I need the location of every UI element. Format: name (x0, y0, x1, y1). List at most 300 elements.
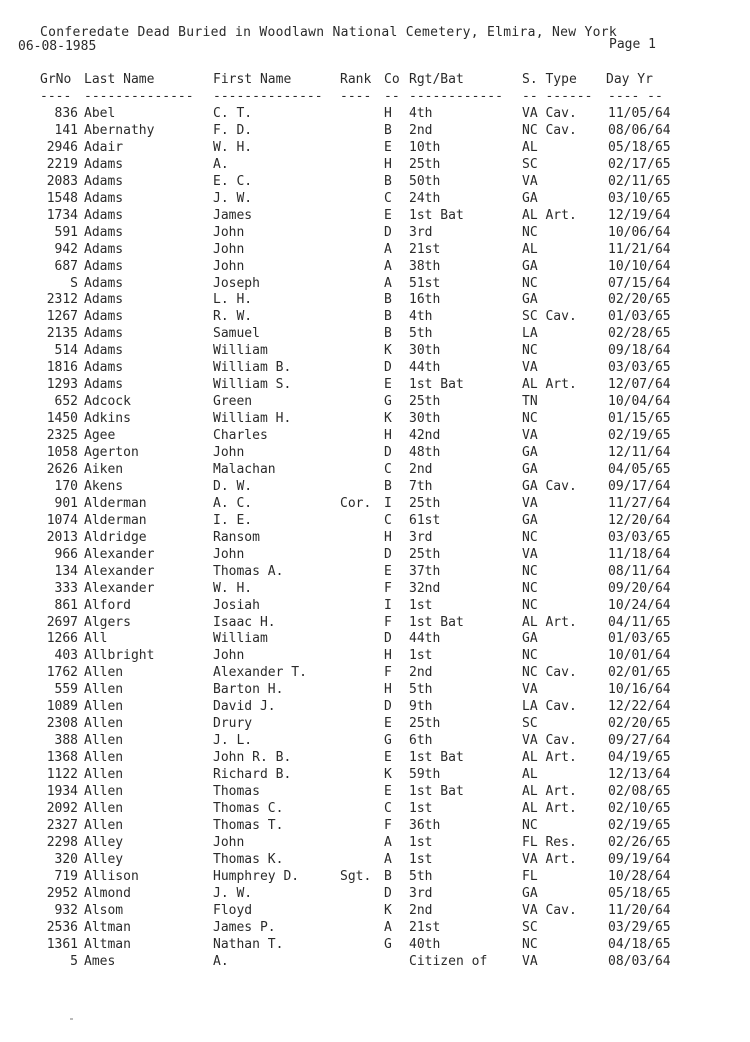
cell-last-name: Adair (84, 140, 124, 155)
cell-first-name: William (213, 631, 268, 646)
rule-grno: ---- (40, 89, 72, 104)
cell-state-type: VA (522, 174, 538, 189)
cell-regiment: 32nd (409, 581, 441, 596)
cell-last-name: Akens (84, 479, 124, 494)
cell-grno: 861 (54, 598, 78, 613)
cell-last-name: Abernathy (84, 123, 155, 138)
cell-company: B (384, 292, 392, 307)
cell-grno: 2312 (46, 292, 78, 307)
cell-regiment: 40th (409, 937, 441, 952)
cell-regiment: 1st (409, 598, 433, 613)
cell-grno: 333 (54, 581, 78, 596)
cell-date: 09/27/64 (608, 733, 671, 748)
cell-state-type: NC Cav. (522, 123, 577, 138)
cell-regiment: 1st Bat (409, 208, 464, 223)
cell-first-name: William S. (213, 377, 292, 392)
cell-date: 10/10/64 (608, 259, 671, 274)
cell-regiment: 25th (409, 394, 441, 409)
table-row (0, 767, 750, 784)
cell-first-name: L. H. (213, 292, 253, 307)
table-row (0, 937, 750, 954)
cell-state-type: VA Cav. (522, 106, 577, 121)
cell-company: B (384, 869, 392, 884)
cell-last-name: Altman (84, 937, 131, 952)
cell-state-type: NC (522, 818, 538, 833)
cell-company: A (384, 835, 392, 850)
cell-company: D (384, 547, 392, 562)
cell-company: A (384, 242, 392, 257)
table-row (0, 208, 750, 225)
cell-last-name: Alsom (84, 903, 124, 918)
cell-company: E (384, 140, 392, 155)
cell-company: E (384, 377, 392, 392)
cell-company: I (384, 496, 392, 511)
cell-first-name: William (213, 343, 268, 358)
cell-regiment: 61st (409, 513, 441, 528)
table-row (0, 784, 750, 801)
table-row (0, 920, 750, 937)
cell-last-name: Adams (84, 174, 124, 189)
cell-company: F (384, 818, 392, 833)
cell-regiment: 48th (409, 445, 441, 460)
table-row (0, 835, 750, 852)
cell-regiment: 25th (409, 496, 441, 511)
cell-grno: 1122 (46, 767, 78, 782)
table-row (0, 733, 750, 750)
cell-last-name: Adams (84, 343, 124, 358)
cell-grno: 1934 (46, 784, 78, 799)
cell-date: 05/18/65 (608, 140, 671, 155)
cell-last-name: Allen (84, 767, 124, 782)
table-row (0, 106, 750, 123)
cell-state-type: AL Art. (522, 801, 577, 816)
cell-first-name: Thomas (213, 784, 260, 799)
cell-date: 01/03/65 (608, 309, 671, 324)
cell-date: 12/20/64 (608, 513, 671, 528)
cell-last-name: Altman (84, 920, 131, 935)
cell-regiment: 42nd (409, 428, 441, 443)
cell-regiment: 30th (409, 411, 441, 426)
table-row (0, 326, 750, 343)
table-row (0, 411, 750, 428)
cell-last-name: Adams (84, 157, 124, 172)
cell-company: C (384, 462, 392, 477)
cell-grno: 514 (54, 343, 78, 358)
cell-first-name: David J. (213, 699, 276, 714)
cell-date: 04/18/65 (608, 937, 671, 952)
cell-first-name: Ransom (213, 530, 260, 545)
cell-grno: 1058 (46, 445, 78, 460)
cell-company: D (384, 225, 392, 240)
cell-last-name: Allen (84, 750, 124, 765)
cell-state-type: GA (522, 445, 538, 460)
cell-first-name: Charles (213, 428, 268, 443)
table-row (0, 818, 750, 835)
cell-grno: 1368 (46, 750, 78, 765)
cell-grno: 2946 (46, 140, 78, 155)
table-row (0, 496, 750, 513)
cell-last-name: Alexander (84, 547, 155, 562)
cell-company: C (384, 191, 392, 206)
cell-date: 10/16/64 (608, 682, 671, 697)
cell-grno: 2697 (46, 615, 78, 630)
cell-regiment: 1st (409, 835, 433, 850)
cell-state-type: LA Cav. (522, 699, 577, 714)
cell-first-name: F. D. (213, 123, 253, 138)
cell-regiment: Citizen of (409, 954, 488, 969)
cell-date: 02/28/65 (608, 326, 671, 341)
cell-grno: 1293 (46, 377, 78, 392)
table-row (0, 615, 750, 632)
cell-state-type: GA (522, 292, 538, 307)
cell-grno: 1450 (46, 411, 78, 426)
cell-last-name: All (84, 631, 108, 646)
cell-regiment: 36th (409, 818, 441, 833)
table-row (0, 564, 750, 581)
cell-first-name: William H. (213, 411, 292, 426)
cell-date: 12/19/64 (608, 208, 671, 223)
cell-grno: 719 (54, 869, 78, 884)
table-row (0, 309, 750, 326)
table-row (0, 869, 750, 886)
cell-date: 02/19/65 (608, 818, 671, 833)
cell-grno: 836 (54, 106, 78, 121)
cell-first-name: James P. (213, 920, 276, 935)
cell-company: F (384, 581, 392, 596)
cell-state-type: SC (522, 920, 538, 935)
cell-state-type: AL (522, 767, 538, 782)
cell-last-name: Adams (84, 326, 124, 341)
table-row (0, 276, 750, 293)
cell-state-type: NC (522, 648, 538, 663)
cell-regiment: 4th (409, 309, 433, 324)
cell-last-name: Almond (84, 886, 131, 901)
cell-last-name: Allen (84, 733, 124, 748)
cell-regiment: 44th (409, 631, 441, 646)
cell-grno: 403 (54, 648, 78, 663)
cell-first-name: Thomas T. (213, 818, 284, 833)
cell-first-name: I. E. (213, 513, 253, 528)
cell-first-name: J. W. (213, 191, 253, 206)
cell-date: 02/19/65 (608, 428, 671, 443)
cell-state-type: VA (522, 360, 538, 375)
cell-first-name: Nathan T. (213, 937, 284, 952)
table-row (0, 292, 750, 309)
cell-state-type: AL (522, 140, 538, 155)
cell-date: 10/24/64 (608, 598, 671, 613)
table-row (0, 445, 750, 462)
cell-first-name: Thomas A. (213, 564, 284, 579)
table-row (0, 750, 750, 767)
cell-last-name: Adams (84, 208, 124, 223)
cell-first-name: Thomas C. (213, 801, 284, 816)
header-state-type: S. Type (522, 72, 577, 87)
cell-grno: 2308 (46, 716, 78, 731)
cell-date: 10/06/64 (608, 225, 671, 240)
cell-grno: 2219 (46, 157, 78, 172)
cell-grno: 1266 (46, 631, 78, 646)
table-row (0, 428, 750, 445)
cell-company: D (384, 445, 392, 460)
cell-date: 03/03/65 (608, 530, 671, 545)
cell-state-type: NC (522, 937, 538, 952)
cell-last-name: Allen (84, 699, 124, 714)
cell-state-type: AL Art. (522, 784, 577, 799)
cell-state-type: GA (522, 513, 538, 528)
cell-company: B (384, 123, 392, 138)
cell-grno: 2325 (46, 428, 78, 443)
cell-date: 04/11/65 (608, 615, 671, 630)
cell-state-type: VA (522, 428, 538, 443)
cell-date: 02/26/65 (608, 835, 671, 850)
cell-last-name: Alderman (84, 496, 147, 511)
cell-company: A (384, 276, 392, 291)
cell-last-name: Adams (84, 292, 124, 307)
cell-date: 03/03/65 (608, 360, 671, 375)
cell-last-name: Alley (84, 852, 124, 867)
cell-regiment: 4th (409, 106, 433, 121)
cell-last-name: Aldridge (84, 530, 147, 545)
cell-regiment: 2nd (409, 462, 433, 477)
cell-regiment: 10th (409, 140, 441, 155)
cell-last-name: Adcock (84, 394, 131, 409)
cell-grno: 1267 (46, 309, 78, 324)
cell-grno: 591 (54, 225, 78, 240)
cell-state-type: AL Art. (522, 377, 577, 392)
table-row (0, 682, 750, 699)
cell-grno: 2626 (46, 462, 78, 477)
table-row (0, 394, 750, 411)
table-row (0, 123, 750, 140)
cell-first-name: W. H. (213, 581, 253, 596)
table-row (0, 716, 750, 733)
cell-last-name: Adams (84, 360, 124, 375)
cell-state-type: NC (522, 276, 538, 291)
cell-grno: 942 (54, 242, 78, 257)
cell-regiment: 37th (409, 564, 441, 579)
cell-date: 12/07/64 (608, 377, 671, 392)
cell-first-name: Josiah (213, 598, 260, 613)
cell-regiment: 25th (409, 547, 441, 562)
cell-regiment: 9th (409, 699, 433, 714)
header-last-name: Last Name (84, 72, 155, 87)
cell-grno: 1089 (46, 699, 78, 714)
cell-last-name: Allison (84, 869, 139, 884)
cell-regiment: 5th (409, 682, 433, 697)
cell-state-type: AL Art. (522, 208, 577, 223)
table-row (0, 157, 750, 174)
cell-regiment: 3rd (409, 225, 433, 240)
cell-date: 02/20/65 (608, 292, 671, 307)
header-rank: Rank (340, 72, 372, 87)
cell-regiment: 25th (409, 157, 441, 172)
cell-state-type: NC (522, 564, 538, 579)
cell-date: 01/03/65 (608, 631, 671, 646)
cell-state-type: GA (522, 462, 538, 477)
rule-state-type: -- ------ (522, 89, 593, 104)
cell-grno: 687 (54, 259, 78, 274)
cell-first-name: John (213, 225, 245, 240)
cell-last-name: Ames (84, 954, 116, 969)
cell-last-name: Allen (84, 801, 124, 816)
table-row (0, 530, 750, 547)
cell-company: H (384, 682, 392, 697)
cell-company: H (384, 648, 392, 663)
document-title: Conferedate Dead Buried in Woodlawn National Cemetery, Elmira, New York (40, 25, 617, 40)
cell-grno: 388 (54, 733, 78, 748)
table-row (0, 360, 750, 377)
cell-date: 09/17/64 (608, 479, 671, 494)
cell-regiment: 1st (409, 648, 433, 663)
cell-company: D (384, 631, 392, 646)
cell-grno: 652 (54, 394, 78, 409)
cell-regiment: 6th (409, 733, 433, 748)
cell-first-name: A. (213, 954, 229, 969)
cell-state-type: VA Cav. (522, 903, 577, 918)
cell-grno: 2298 (46, 835, 78, 850)
cell-state-type: VA (522, 496, 538, 511)
cell-regiment: 1st Bat (409, 377, 464, 392)
cell-last-name: Adams (84, 309, 124, 324)
cell-state-type: GA (522, 191, 538, 206)
cell-first-name: A. (213, 157, 229, 172)
cell-first-name: Alexander T. (213, 665, 307, 680)
rule-last-name: -------------- (84, 89, 194, 104)
cell-company: H (384, 530, 392, 545)
cell-grno: 1074 (46, 513, 78, 528)
cell-grno: 2536 (46, 920, 78, 935)
table-row (0, 801, 750, 818)
cell-company: C (384, 513, 392, 528)
cell-company: G (384, 937, 392, 952)
cell-company: K (384, 903, 392, 918)
table-row (0, 581, 750, 598)
cell-regiment: 5th (409, 869, 433, 884)
header-grno: GrNo (40, 72, 72, 87)
cell-first-name: John (213, 445, 245, 460)
cell-grno: 320 (54, 852, 78, 867)
header-day-year: Day Yr (606, 72, 653, 87)
cell-company: F (384, 615, 392, 630)
cell-company: E (384, 750, 392, 765)
cell-last-name: Allbright (84, 648, 155, 663)
table-row (0, 462, 750, 479)
cell-state-type: VA (522, 547, 538, 562)
cell-first-name: A. C. (213, 496, 253, 511)
cell-date: 09/19/64 (608, 852, 671, 867)
cell-company: D (384, 699, 392, 714)
cell-company: B (384, 326, 392, 341)
cell-last-name: Allen (84, 716, 124, 731)
cell-last-name: Abel (84, 106, 116, 121)
cell-regiment: 25th (409, 716, 441, 731)
cell-grno: 170 (54, 479, 78, 494)
cell-state-type: VA (522, 682, 538, 697)
cell-date: 08/06/64 (608, 123, 671, 138)
cell-company: G (384, 394, 392, 409)
document-date: 06-08-1985 (18, 39, 97, 54)
cell-first-name: Isaac H. (213, 615, 276, 630)
table-row (0, 140, 750, 157)
cell-first-name: Joseph (213, 276, 260, 291)
cell-state-type: TN (522, 394, 538, 409)
page-number: Page 1 (609, 37, 656, 52)
table-row (0, 343, 750, 360)
cell-last-name: Alexander (84, 564, 155, 579)
cell-grno: 1361 (46, 937, 78, 952)
cell-date: 10/04/64 (608, 394, 671, 409)
cell-state-type: NC (522, 598, 538, 613)
cell-rank: Cor. (340, 496, 372, 511)
table-row (0, 699, 750, 716)
table-row (0, 547, 750, 564)
cell-regiment: 1st Bat (409, 750, 464, 765)
cell-date: 02/01/65 (608, 665, 671, 680)
cell-company: E (384, 784, 392, 799)
cell-date: 02/08/65 (608, 784, 671, 799)
cell-regiment: 1st (409, 852, 433, 867)
table-row (0, 242, 750, 259)
cell-last-name: Algers (84, 615, 131, 630)
cell-last-name: Adams (84, 276, 124, 291)
cell-regiment: 16th (409, 292, 441, 307)
cell-regiment: 44th (409, 360, 441, 375)
cell-last-name: Allen (84, 818, 124, 833)
cell-date: 02/10/65 (608, 801, 671, 816)
cell-first-name: William B. (213, 360, 292, 375)
table-row (0, 191, 750, 208)
cell-last-name: Adams (84, 225, 124, 240)
cell-company: E (384, 208, 392, 223)
cell-last-name: Alford (84, 598, 131, 613)
cell-company: I (384, 598, 392, 613)
cell-last-name: Aiken (84, 462, 124, 477)
cell-last-name: Alley (84, 835, 124, 850)
cell-regiment: 3rd (409, 530, 433, 545)
cell-state-type: AL (522, 242, 538, 257)
cell-first-name: Drury (213, 716, 253, 731)
cell-first-name: E. C. (213, 174, 253, 189)
cell-company: G (384, 733, 392, 748)
cell-last-name: Agerton (84, 445, 139, 460)
cell-last-name: Adams (84, 242, 124, 257)
cell-date: 03/29/65 (608, 920, 671, 935)
cell-company: C (384, 801, 392, 816)
cell-state-type: NC (522, 530, 538, 545)
cell-date: 11/18/64 (608, 547, 671, 562)
cell-state-type: LA (522, 326, 538, 341)
cell-state-type: NC (522, 581, 538, 596)
table-row (0, 648, 750, 665)
cell-grno: S (70, 276, 78, 291)
cell-regiment: 5th (409, 326, 433, 341)
cell-state-type: GA (522, 631, 538, 646)
cell-date: 01/15/65 (608, 411, 671, 426)
cell-date: 12/13/64 (608, 767, 671, 782)
cell-date: 02/11/65 (608, 174, 671, 189)
cell-state-type: FL (522, 869, 538, 884)
cell-grno: 2952 (46, 886, 78, 901)
cell-state-type: NC Cav. (522, 665, 577, 680)
cell-last-name: Allen (84, 784, 124, 799)
cell-date: 10/28/64 (608, 869, 671, 884)
cell-company: H (384, 157, 392, 172)
cell-state-type: VA Art. (522, 852, 577, 867)
cell-state-type: GA (522, 259, 538, 274)
header-company: Co (384, 72, 400, 87)
cell-first-name: Samuel (213, 326, 260, 341)
cell-last-name: Adkins (84, 411, 131, 426)
